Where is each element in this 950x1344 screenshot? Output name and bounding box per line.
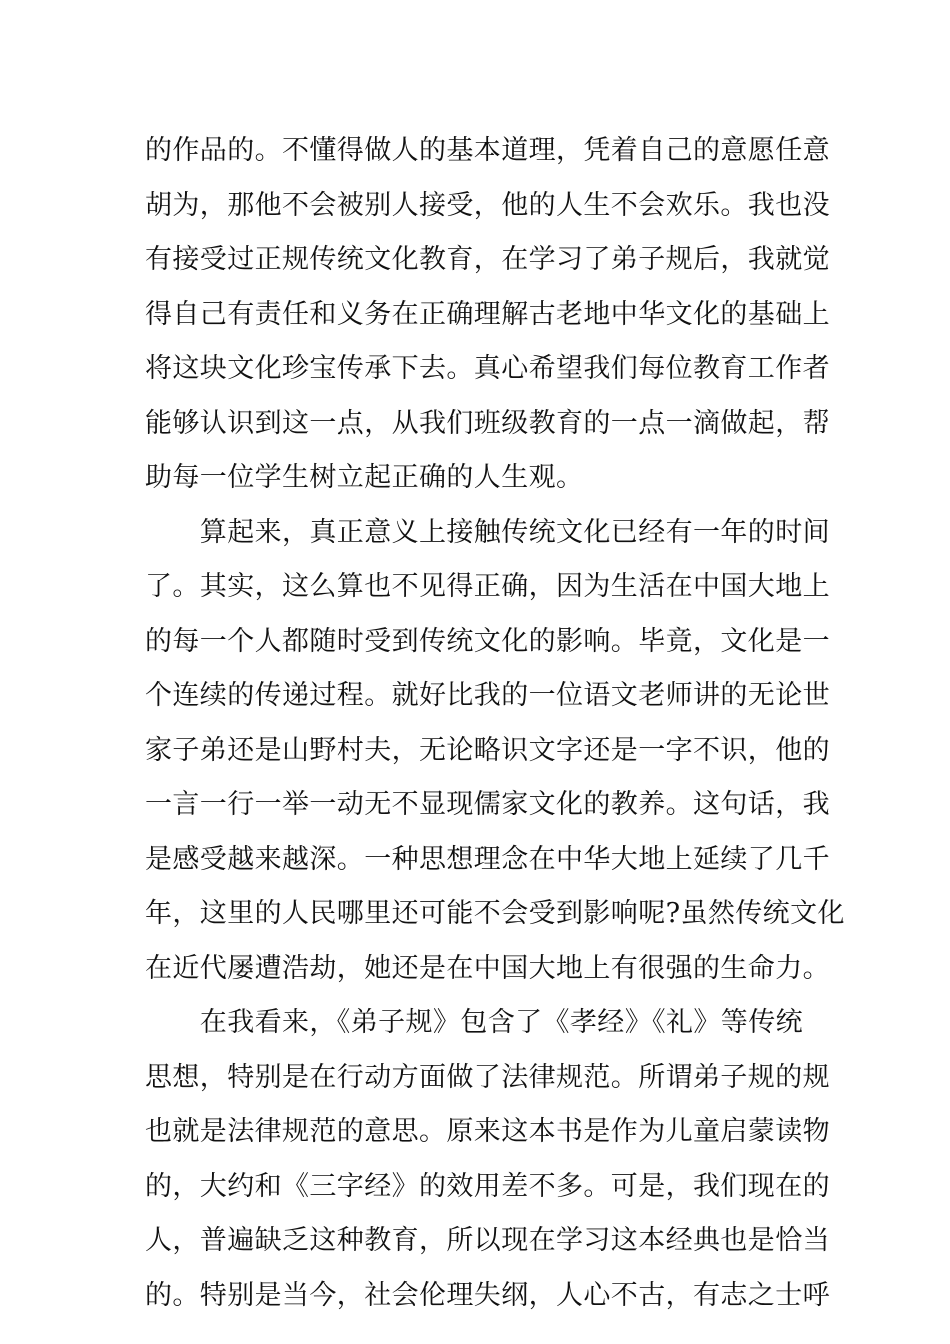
text-line: 一言一行一举一动无不显现儒家文化的教养。这句话，我 [145,789,830,820]
text-line: 算起来，真正意义上接触传统文化已经有一年的时间 [145,516,830,548]
paragraph-3 [145,996,830,1323]
text-line: 思想，特别是在行动方面做了法律规范。所谓弟子规的规 [145,1061,830,1093]
body-text [145,124,845,1323]
text-line: 有接受过正规传统文化教育，在学习了弟子规后，我就觉 [145,244,830,275]
text-line: 的每一个人都随时受到传统文化的影响。毕竟，文化是一 [145,625,830,657]
text-line: 家子弟还是山野村夫，无论略识文字还是一字不识，他的 [145,734,830,766]
text-line: 了。其实，这么算也不见得正确，因为生活在中国大地上 [145,571,830,602]
paragraph-2 [145,506,845,997]
text-line: 也就是法律规范的意思。原来这本书是作为儿童启蒙读物 [145,1116,830,1147]
text-line: 人，普遍缺乏这种教育，所以现在学习这本经典也是恰当 [145,1225,830,1256]
text-line: 能够认识到这一点，从我们班级教育的一点一滴做起，帮 [145,407,830,439]
text-line: 的。特别是当今，社会伦理失纲，人心不古，有志之士呼 [145,1279,830,1311]
text-line: 是感受越来越深。一种思想理念在中华大地上延续了几千 [145,843,830,875]
text-line: 的，大约和《三字经》的效用差不多。可是，我们现在的 [145,1170,830,1202]
text-line: 将这块文化珍宝传承下去。真心希望我们每位教育工作者 [145,353,830,384]
text-line: 个连续的传递过程。就好比我的一位语文老师讲的无论世 [145,680,830,711]
text-line: 得自己有责任和义务在正确理解古老地中华文化的基础上 [145,298,830,330]
text-line: 助每一位学生树立起正确的人生观。 [145,462,584,493]
text-line: 年，这里的人民哪里还可能不会受到影响呢?虽然传统文化 [145,898,845,929]
paragraph-1 [145,124,830,506]
text-line: 在我看来，《弟子规》包含了《孝经》《礼》等传统 [145,1007,803,1038]
text-line: 的作品的。不懂得做人的基本道理，凭着自己的意愿任意 [145,135,830,166]
text-line: 在近代屡遭浩劫，她还是在中国大地上有很强的生命力。 [145,952,830,984]
text-line: 胡为，那他不会被别人接受，他的人生不会欢乐。我也没 [145,189,830,221]
